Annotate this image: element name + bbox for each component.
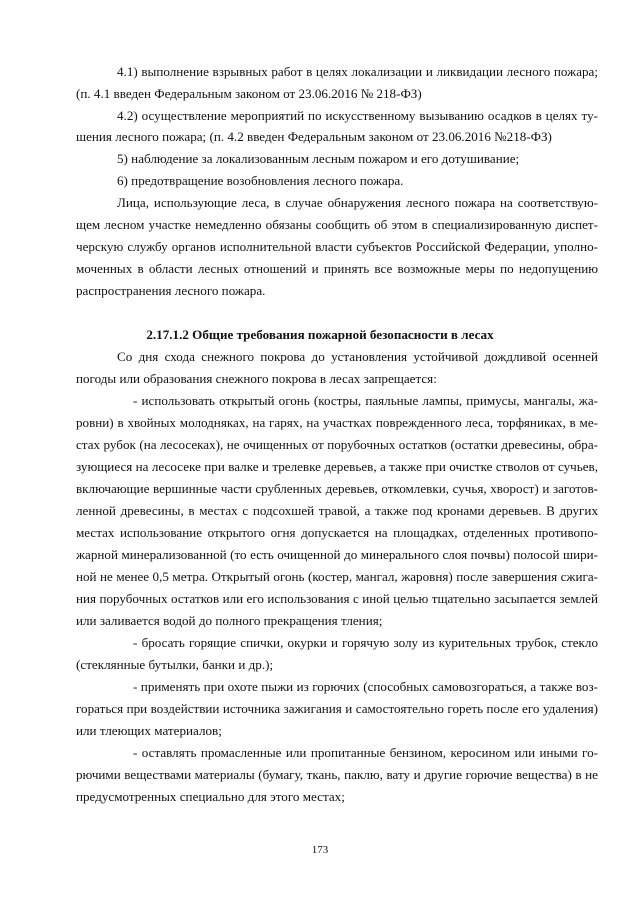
section-heading: 2.17.1.2 Общие требования пожарной безопасности в лесах <box>146 327 494 342</box>
text-line: ния порубочных остатков или его использования с иной целью тщательно засыпается землей <box>76 591 598 606</box>
text-line: ной не менее 0,5 метра. Открытый огонь (костер, мангал, жаровня) после завершения сжига- <box>76 569 598 584</box>
text-line: ровни) в хвойных молодняках, на гарях, на участках поврежденного леса, торфяниках, в ме- <box>76 415 598 430</box>
text-line: погоды или образования снежного покрова в лесах запрещается: <box>76 371 437 386</box>
text-line: Со дня схода снежного покрова до установления устойчивой дождливой осенней <box>117 349 598 364</box>
text-line: жарной минерализованной (то есть очищенной до минерального слоя почвы) полосой шири- <box>76 547 598 562</box>
text-line: 5) наблюдение за локализованным лесным пожаром и его дотушивание; <box>117 151 520 166</box>
text-line: рючими веществами материалы (бумагу, ткань, паклю, вату и другие горючие вещества) в не <box>76 767 598 782</box>
text-line: стах рубок (на лесосеках), не очищенных от порубочных остатков (остатки древесины, обра- <box>76 437 598 452</box>
text-line: - использовать открытый огонь (костры, паяльные лампы, примусы, мангалы, жа- <box>133 393 598 408</box>
text-line: гораться при воздействии источника зажигания и самостоятельно гореть после его удаления) <box>76 701 598 716</box>
text-line: (стеклянные бутылки, банки и др.); <box>76 657 274 672</box>
text-line: шения лесного пожара; (п. 4.2 введен Федеральным законом от 23.06.2016 №218-ФЗ) <box>76 129 552 144</box>
text-line: 6) предотвращение возобновления лесного пожара. <box>117 173 404 188</box>
text-line: моченных в области лесных отношений и принять все возможные меры по недопущению <box>76 261 598 276</box>
page-number: 173 <box>311 844 329 856</box>
text-line: ленной древесины, в местах с подсохшей травой, а также под кронами деревьев. В других <box>76 503 598 518</box>
text-line: или тлеющих материалов; <box>76 723 222 738</box>
text-line: предусмотренных специально для этого местах; <box>76 789 345 804</box>
text-line: включающие вершинные части срубленных деревьев, откомлевки, сучья, хворост) и заготов- <box>76 481 598 496</box>
text-line: или заливается водой до полного прекращения тления; <box>76 613 383 628</box>
text-line: распространения лесного пожара. <box>76 283 266 298</box>
text-line: местах использование открытого огня допускается на площадках, отделенных противопо- <box>76 525 598 540</box>
text-line: - оставлять промасленные или пропитанные бензином, керосином или иными го- <box>133 745 598 760</box>
text-line: зующиеся на лесосеке при валке и трелевке деревьев, а также при очистке стволов от сучьев, <box>76 459 598 474</box>
text-line: Лица, использующие леса, в случае обнаружения лесного пожара на соответствую- <box>117 195 598 210</box>
text-line: - применять при охоте пыжи из горючих (способных самовозгораться, а также воз- <box>133 679 598 694</box>
text-line: - бросать горящие спички, окурки и горячую золу из курительных трубок, стекло <box>133 635 598 650</box>
text-line: 4.1) выполнение взрывных работ в целях локализации и ликвидации лесного пожара; <box>117 64 598 79</box>
text-line: 4.2) осуществление мероприятий по искусственному вызыванию осадков в целях ту- <box>117 108 598 123</box>
text-line: черскую службу органов исполнительной власти субъектов Российской Федерации, уполно- <box>76 239 598 254</box>
text-line: (п. 4.1 введен Федеральным законом от 23.06.2016 № 218-ФЗ) <box>76 86 422 101</box>
text-line: щем лесном участке немедленно обязаны сообщить об этом в специализированную диспет- <box>76 217 598 232</box>
